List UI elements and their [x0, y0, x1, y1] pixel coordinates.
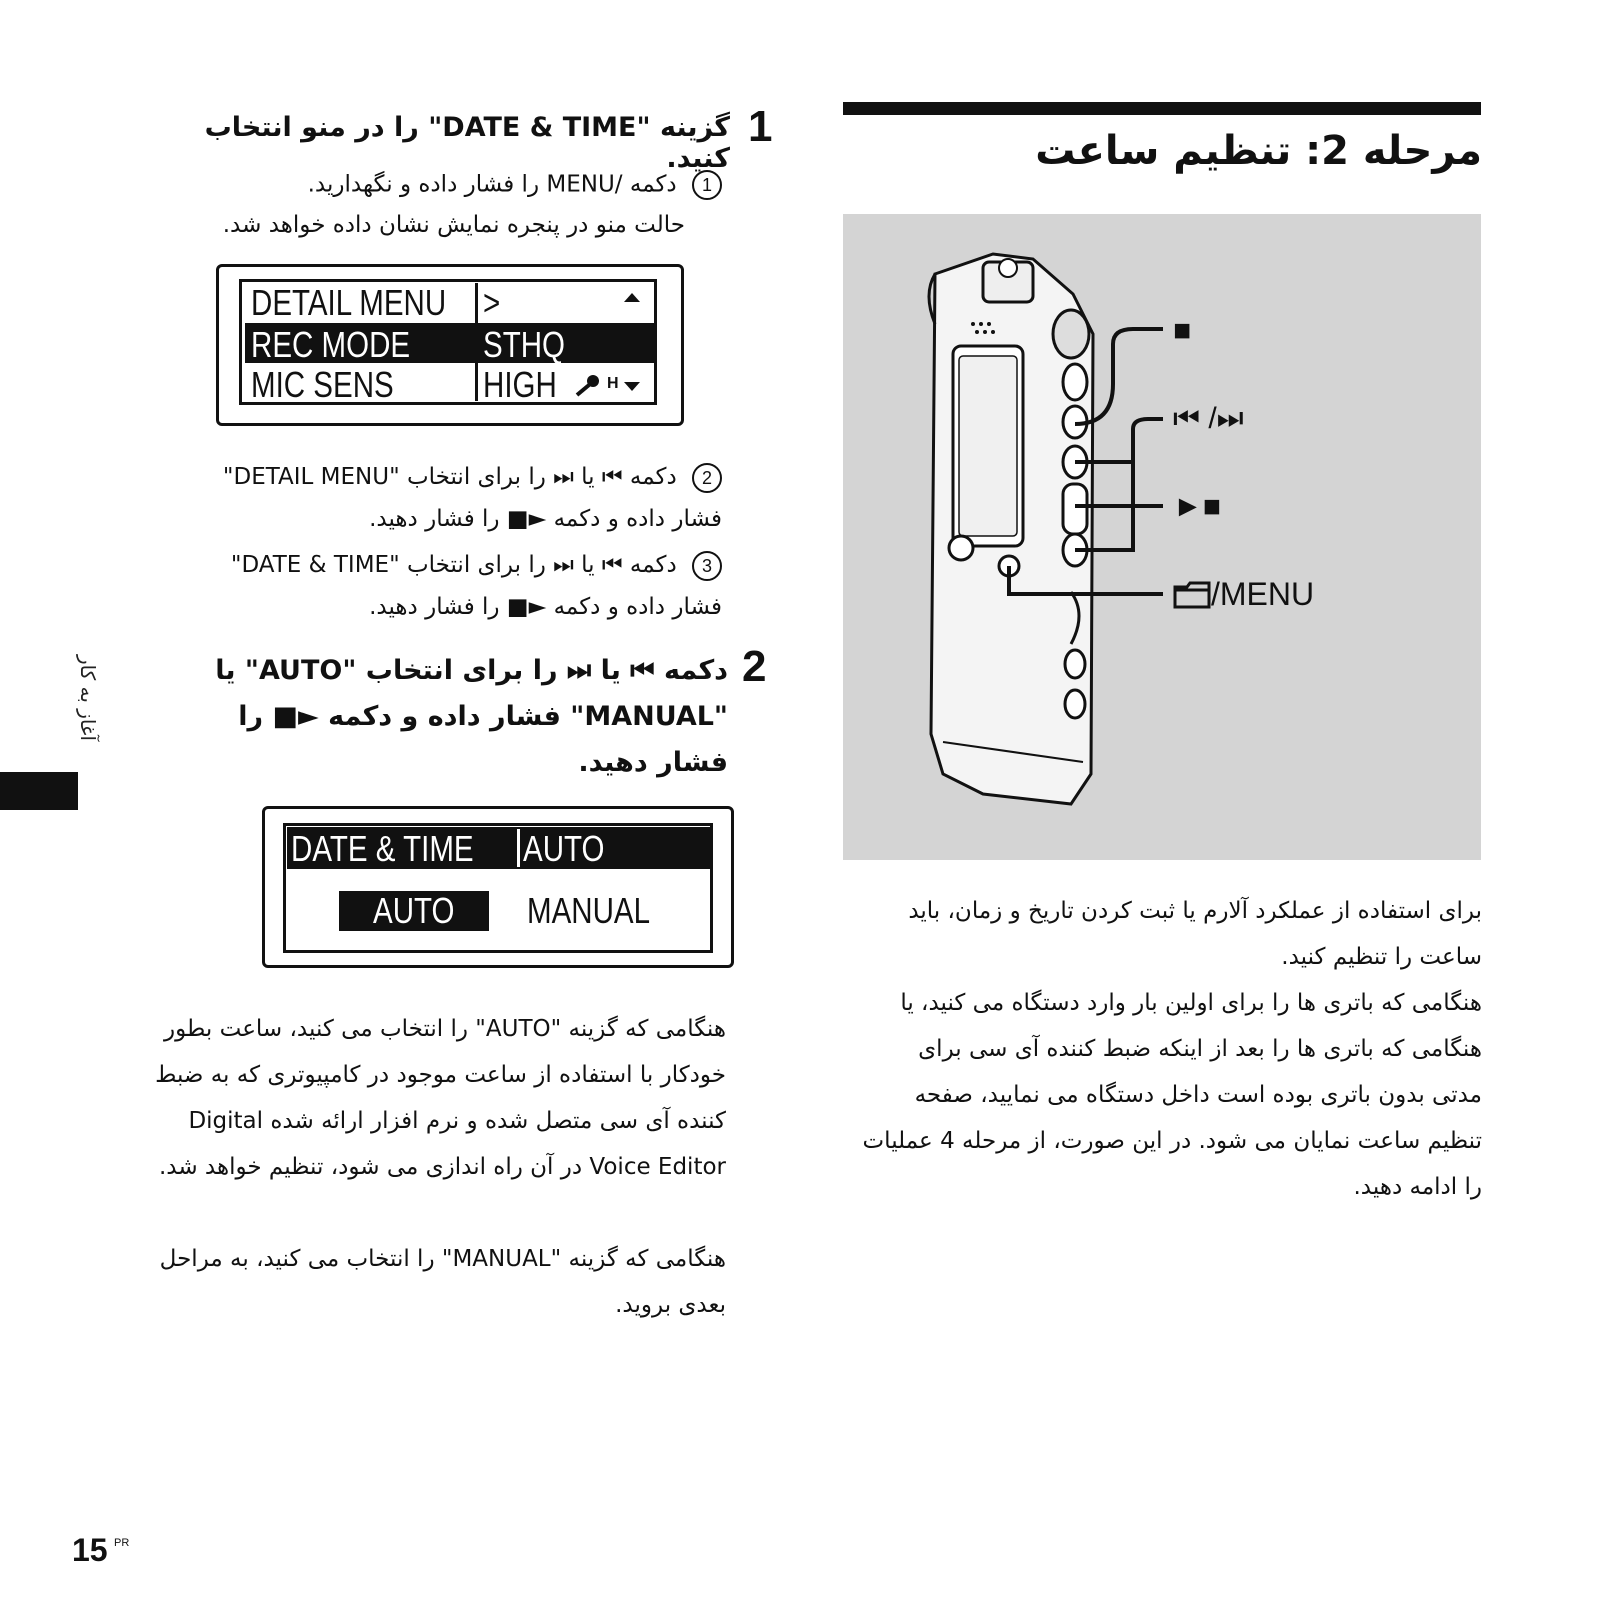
lcd-row-2-left: REC MODE [251, 324, 411, 365]
lcd-row-2-right: STHQ [483, 324, 566, 365]
note-auto: هنگامی که گزینه "AUTO" را انتخاب می کنید، ساعت بطور خودکار با استفاده از ساعت موجود در کامپیوتری که به ضبط کننده آی سی متصل شده و نرم افزار ارائه شده Digital Voice Editor در آن راه اندازی می شود، تنظیم خواهد شد. [155, 1016, 726, 1180]
substep-marker-2: 2 [692, 463, 722, 493]
note-manual: هنگامی که گزینه "MANUAL" را انتخاب می کنید، به مراحل بعدی بروید. [159, 1246, 726, 1318]
page-number: 15 [72, 1532, 108, 1568]
lcd-option-manual: MANUAL [527, 890, 651, 931]
prev-next-button-label: ⏮ /⏭ [1173, 402, 1244, 435]
lcd-row-3-right: HIGH [483, 364, 557, 405]
substep-1-text: دکمه /MENU را فشار داده و نگهدارید. [307, 171, 677, 198]
microphone-icon [573, 373, 603, 397]
lcd-option-auto: AUTO [373, 890, 455, 931]
substep-marker-1: 1 [692, 170, 722, 200]
lcd-row-1-right: > [483, 282, 501, 323]
step-number-2: 2 [742, 642, 767, 691]
lcd-header-right: AUTO [523, 828, 605, 869]
recorder-illustration [843, 214, 1481, 860]
lcd-divider [475, 283, 478, 401]
substep-3-text: دکمه ⏮ یا ⏭ را برای انتخاب "DATE & TIME" فشار داده و دکمه ►■ را فشار دهید. [230, 552, 722, 620]
menu-button-label [1173, 576, 1314, 613]
menu-label-text: /MENU [1211, 576, 1315, 612]
lcd-row-1-left: DETAIL MENU [251, 282, 447, 323]
substep-1 [202, 170, 722, 200]
lcd-menu-screen [216, 264, 684, 426]
page-number-suffix: PR [114, 1537, 130, 1549]
play-stop-button-label: ►■ [1173, 490, 1221, 523]
chapter-tab-marker [0, 772, 78, 810]
chapter-side-label: آغاز به کار [76, 655, 100, 742]
substep-1-note: حالت منو در پنجره نمایش نشان داده خواهد شد. [222, 212, 685, 238]
step-1-heading: گزینه "DATE & TIME" را در منو انتخاب کنید. [204, 112, 730, 174]
lcd-date-time-screen [262, 806, 734, 968]
lcd-header-divider [517, 829, 520, 867]
section-rule [843, 102, 1481, 115]
ic-recorder-drawing [843, 214, 1481, 860]
scroll-up-icon [623, 291, 641, 303]
scroll-down-icon [623, 381, 641, 393]
section-title: مرحله 2: تنظیم ساعت [1035, 128, 1482, 174]
intro-paragraph-2: هنگامی که باتری ها را برای اولین بار وارد دستگاه می کنید، یا هنگامی که باتری ها را بعد از اینکه ضبط کننده آی سی برای مدتی بدون باتری بوده است داخل دستگاه می نمایید، صفحه تنظیم ساعت نمایان می شود. در این صورت، از مرحله 4 عملیات را ادامه دهید. [862, 990, 1482, 1200]
substep-2-text: دکمه ⏮ یا ⏭ را برای انتخاب "DETAIL MENU" فشار داده و دکمه ►■ را فشار دهید. [222, 464, 722, 532]
stop-button-label: ■ [1173, 314, 1192, 347]
lcd-row-3-left: MIC SENS [251, 364, 394, 405]
substep-2 [182, 456, 722, 540]
step-number-1: 1 [748, 102, 773, 151]
substep-3 [182, 544, 722, 628]
folder-icon [1173, 581, 1211, 609]
mic-sens-badge: H [607, 375, 619, 392]
intro-paragraph-1: برای استفاده از عملکرد آلارم یا ثبت کردن تاریخ و زمان، باید ساعت را تنظیم کنید. [908, 898, 1482, 970]
lcd-header-left: DATE & TIME [291, 828, 474, 869]
substep-marker-3: 3 [692, 551, 722, 581]
step-2-heading: دکمه ⏮ یا ⏭ را برای انتخاب "AUTO" یا "MANUAL" فشار داده و دکمه ►■ را فشار دهید. [215, 655, 728, 778]
